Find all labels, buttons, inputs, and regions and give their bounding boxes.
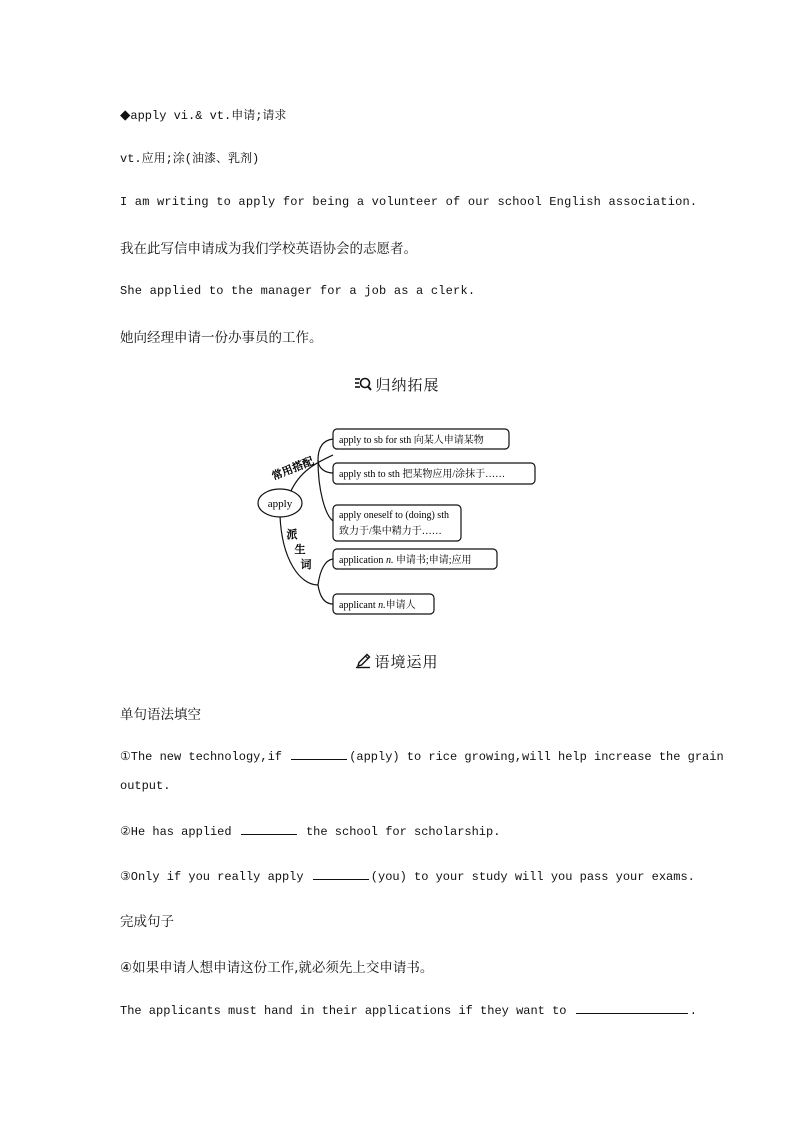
question-3 bbox=[120, 868, 695, 884]
headword-text: apply vi.& vt.申请;请求 bbox=[130, 109, 287, 123]
branch-derivatives-char-2: 生 bbox=[294, 544, 306, 556]
collocation-3-line2: 致力于/集中精力于…… bbox=[339, 526, 442, 537]
question-4-text-b: . bbox=[689, 1004, 697, 1018]
question-4-zh: ④如果申请人想申请这份工作,就必须先上交申请书。 bbox=[120, 960, 434, 976]
question-1-blank[interactable] bbox=[291, 748, 347, 760]
derivative-2-word: applicant bbox=[339, 600, 379, 611]
sense-2: vt.应用;涂(油漆、乳剂) bbox=[120, 152, 260, 166]
derivative-2-pos: n. bbox=[378, 600, 386, 611]
part2-title: 完成句子 bbox=[120, 914, 174, 930]
question-4-en bbox=[120, 1002, 697, 1018]
practice-heading bbox=[0, 651, 794, 673]
collocation-1: apply to sb for sth 向某人申请某物 bbox=[339, 435, 484, 446]
derivative-1-word: application bbox=[339, 555, 386, 566]
example-2-en: She applied to the manager for a job as a clerk. bbox=[120, 284, 476, 298]
collocation-2: apply sth to sth 把某物应用/涂抹于…… bbox=[339, 469, 506, 480]
collocation-3-line1: apply oneself to (doing) sth bbox=[339, 510, 449, 521]
bullet-icon: ◆ bbox=[120, 107, 131, 123]
practice-heading-text: 语境运用 bbox=[374, 653, 439, 671]
question-2 bbox=[120, 823, 500, 839]
derivative-2 bbox=[339, 598, 416, 611]
derivative-1-meaning: 申请书;申请;应用 bbox=[393, 555, 472, 566]
pencil-icon bbox=[355, 653, 371, 673]
example-1-zh: 我在此写信申请成为我们学校英语协会的志愿者。 bbox=[120, 241, 417, 257]
example-1-en: I am writing to apply for being a volunteer of our school English association. bbox=[120, 195, 698, 209]
question-1-continued: output. bbox=[120, 779, 171, 793]
branch-derivatives-char-1: 派 bbox=[286, 529, 298, 541]
question-2-text-b: the school for scholarship. bbox=[298, 825, 501, 839]
question-1-text-a: ①The new technology,if bbox=[120, 750, 290, 764]
question-2-blank[interactable] bbox=[241, 823, 297, 835]
question-3-text-a: ③Only if you really apply bbox=[120, 870, 311, 884]
question-1 bbox=[120, 748, 724, 764]
question-2-text-a: ②He has applied bbox=[120, 825, 239, 839]
summary-heading-text: 归纳拓展 bbox=[375, 376, 440, 394]
question-4-blank[interactable] bbox=[576, 1002, 688, 1014]
derivative-1 bbox=[339, 553, 472, 566]
part1-title: 单句语法填空 bbox=[120, 707, 201, 723]
center-node-label: apply bbox=[267, 498, 293, 510]
question-1-text-b: (apply) to rice growing,will help increase the grain bbox=[349, 750, 724, 764]
question-4-text-a: The applicants must hand in their applications if they want to bbox=[120, 1004, 574, 1018]
question-3-text-b: (you) to your study will you pass your exams. bbox=[370, 870, 695, 884]
derivative-2-meaning: 申请人 bbox=[385, 600, 416, 611]
branch-collocations-label: 常用搭配 bbox=[270, 455, 316, 484]
branch-derivatives-char-3: 词 bbox=[300, 559, 312, 571]
derivative-1-pos: n. bbox=[385, 555, 394, 566]
question-3-blank[interactable] bbox=[313, 868, 369, 880]
example-2-zh: 她向经理申请一份办事员的工作。 bbox=[120, 330, 323, 346]
